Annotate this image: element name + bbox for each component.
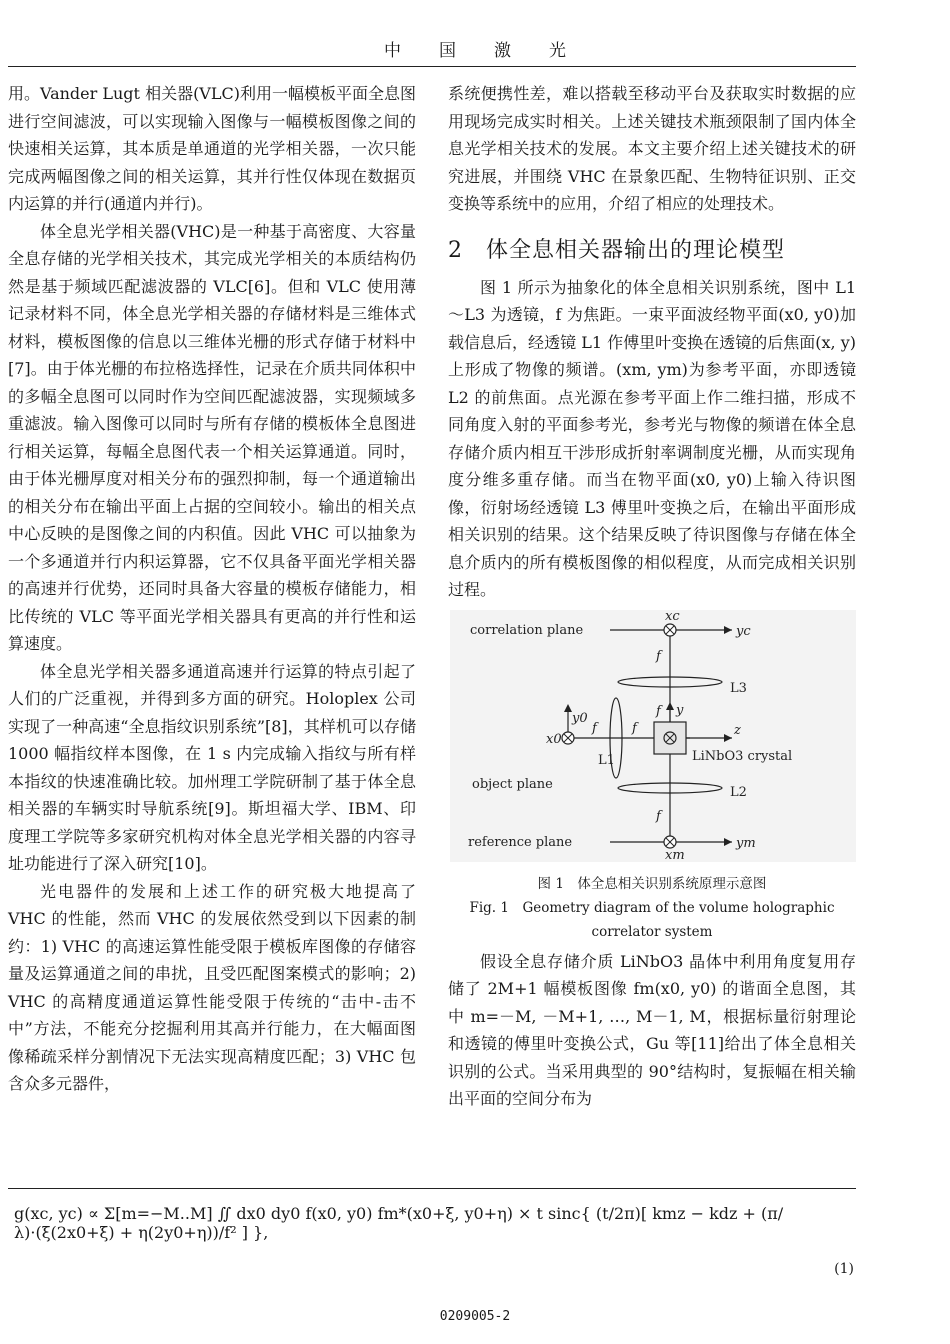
left-paragraph-2: 体全息光学相关器(VHC)是一种基于高密度、大容量全息存储的光学相关技术，其完成光学相关的本质结构仍然是基于频域匹配滤波器的 VLC[6]。但和 VLC 使用薄记录材料不同，体全息光学相关器的存储材料是三维体式材料，模板图像的信息以三维体光栅的形式存储于材料中[7]。由于体光栅的布拉格选择性，记录在介质共同体积中的多幅全息图可以同时作为空间匹配滤波器，实现频域多重滤波。输入图像可以同时与所有存储的模板体全息图进行相关运算，每幅全息图代表一个相关运算通道。同时，由于体光栅厚度对相关分布的强烈抑制，每一个通道输出的相关分布在输出平面上占据的空间较小。输出的相关点中心反映的是图像之间的内积值。因此 VHC 可以抽象为一个多通道并行内积运算器，它不仅具备平面光学相关器的高速并行优势，还同时具备大容量的模板存储能力，相比传统的 VLC 等平面光学相关器具有更高的并行性和运算速度。 [8,221,416,653]
label-correlation-plane: correlation plane [470,622,584,638]
left-paragraph-1: 用。Vander Lugt 相关器(VLC)利用一幅模板平面全息图进行空间滤波，可以实现输入图像与一幅模板图像之间的快速相关运算，其本质是单通道的光学相关器，一次只能完成两幅图像之间的相关运算，其并行性仅体现在数据页内运算的并行(通道内并行)。 [8,84,416,213]
y0-arrow [564,704,572,712]
label-y: y [676,702,684,718]
right-paragraph-2: 图 1 所示为抽象化的体全息相关识别系统，图中 L1～L3 为透镜，f 为焦距。一束平面波经物平面(x0, y0)加载信息后，经透镜 L1 作傅里叶变换在透镜的后焦面(x, y)上形成了物像的频谱。(xm, ym)为参考平面，亦即透镜 L2 的前焦面。点光源在参考平面上作二维扫描，形成不同角度入射的平面参考光，参考光与物像的频谱在体全息存储介质内相互干涉形成折射率调制度光栅，从而实现角度分维多重存储。而当在物平面(x0, y0)上输入待识图像，衍射场经透镜 L3 傅里叶变换之后，在输出平面形成相关识别的结果。这个结果反映了待识图像与存储在体全息介质内的所有模板图像的相似程度，从而完成相关识别过程。 [448,277,856,599]
figure-caption-en-1: Fig. 1 Geometry diagram of the volume holographic [469,899,835,916]
ym-arrow [724,838,732,846]
left-paragraph-3: 体全息光学相关器多通道高速并行运算的特点引起了人们的广泛重视，并得到多方面的研究。Holoplex 公司实现了一种高速“全息指纹识别系统”[8]，其样机可以存储 1000 幅指纹样本图像，在 1 s 内完成输入指纹与所有样本指纹的快速准确比较。加州理工学院研制了基于体全息相关器的车辆实时导航系统[9]。斯坦福大学、IBM、印度理工学院等多家研究机构对体全息光学相关器的内容寻址功能进行了深入研究[10]。 [8,661,416,873]
equation-1: g(xc, yc) ∝ Σ[m=−M..M] ∬ dx0 dy0 f(x0, y0) fm*(x0+ξ, y0+η) × t sinc{ (t/2π)[ kmz − kdz + (π/λ)·(ξ(2x0+ξ) + η(2y0+η))/f² ] }, [14,1204,784,1242]
header-rule [8,66,856,67]
right-paragraph-3: 假设全息存储介质 LiNbO3 晶体中利用角度复用存储了 2M+1 幅模板图像 fm(x0, y0) 的谐面全息图，其中 m=－M, －M+1, …, M－1, M，根据标量衍射理论和透镜的傅里叶变换公式，Gu 等[11]给出了体全息相关识别的公式。当采用典型的 90°结构时，复振幅在相关输出平面的空间分布为 [448,951,856,1108]
figure-caption-cn: 图 1 体全息相关识别系统原理示意图 [537,875,767,892]
label-L3: L3 [730,680,747,696]
label-f-top: f [656,648,661,664]
label-xc: xc [665,609,680,624]
section-title: 2 体全息相关器输出的理论模型 [448,237,785,263]
figure-diagram [450,610,856,862]
label-z: z [734,722,741,738]
label-ym: ym [736,835,756,851]
equation-number: (1) [834,1261,854,1277]
z-arrow [724,734,732,742]
left-column [8,80,416,1098]
label-x0: x0 [546,731,562,747]
label-f-left: f [592,720,597,736]
label-f-bottom: f [656,808,661,824]
label-y0: y0 [572,710,588,726]
yc-arrow [724,626,732,634]
left-paragraph-4: 光电器件的发展和上述工作的研究极大地提高了 VHC 的性能，然而 VHC 的发展依然受到以下因素的制约：1) VHC 的高速运算性能受限于模板库图像的存储容量及运算通道之间的串扰，且受匹配图案模式的影响；2) VHC 的高精度通道运算性能受限于传统的“击中-击不中”方法，不能充分挖掘利用其高并行能力，在大幅面图像稀疏采样分割情况下无法实现高精度匹配；3) VHC 包含众多元器件， [8,881,416,1093]
figure-caption-en-2: correlator system [591,923,713,940]
label-crystal: LiNbO3 crystal [692,748,793,764]
label-f-mid: f [656,703,661,719]
label-object-plane: object plane [472,776,553,792]
label-reference-plane: reference plane [468,834,573,850]
label-L1: L1 [598,752,615,768]
y-arrow [666,702,674,710]
label-yc: yc [736,623,751,639]
label-L2: L2 [730,784,747,800]
right-column [448,80,856,1113]
journal-header: 中国激光 [384,41,604,61]
page-id: 0209005-2 [439,1309,511,1324]
label-xm: xm [665,847,685,862]
equation-rule [8,1188,856,1189]
figure-1 [450,610,856,862]
label-f-left2: f [632,720,637,736]
right-paragraph-1: 系统便携性差，难以搭载至移动平台及获取实时数据的应用现场完成实时相关。上述关键技术瓶颈限制了国内体全息光学相关技术的发展。本文主要介绍上述关键技术的研究进展，并围绕 VHC 在景象匹配、生物特征识别、正交变换等系统中的应用，介绍了相应的处理技术。 [448,84,856,213]
